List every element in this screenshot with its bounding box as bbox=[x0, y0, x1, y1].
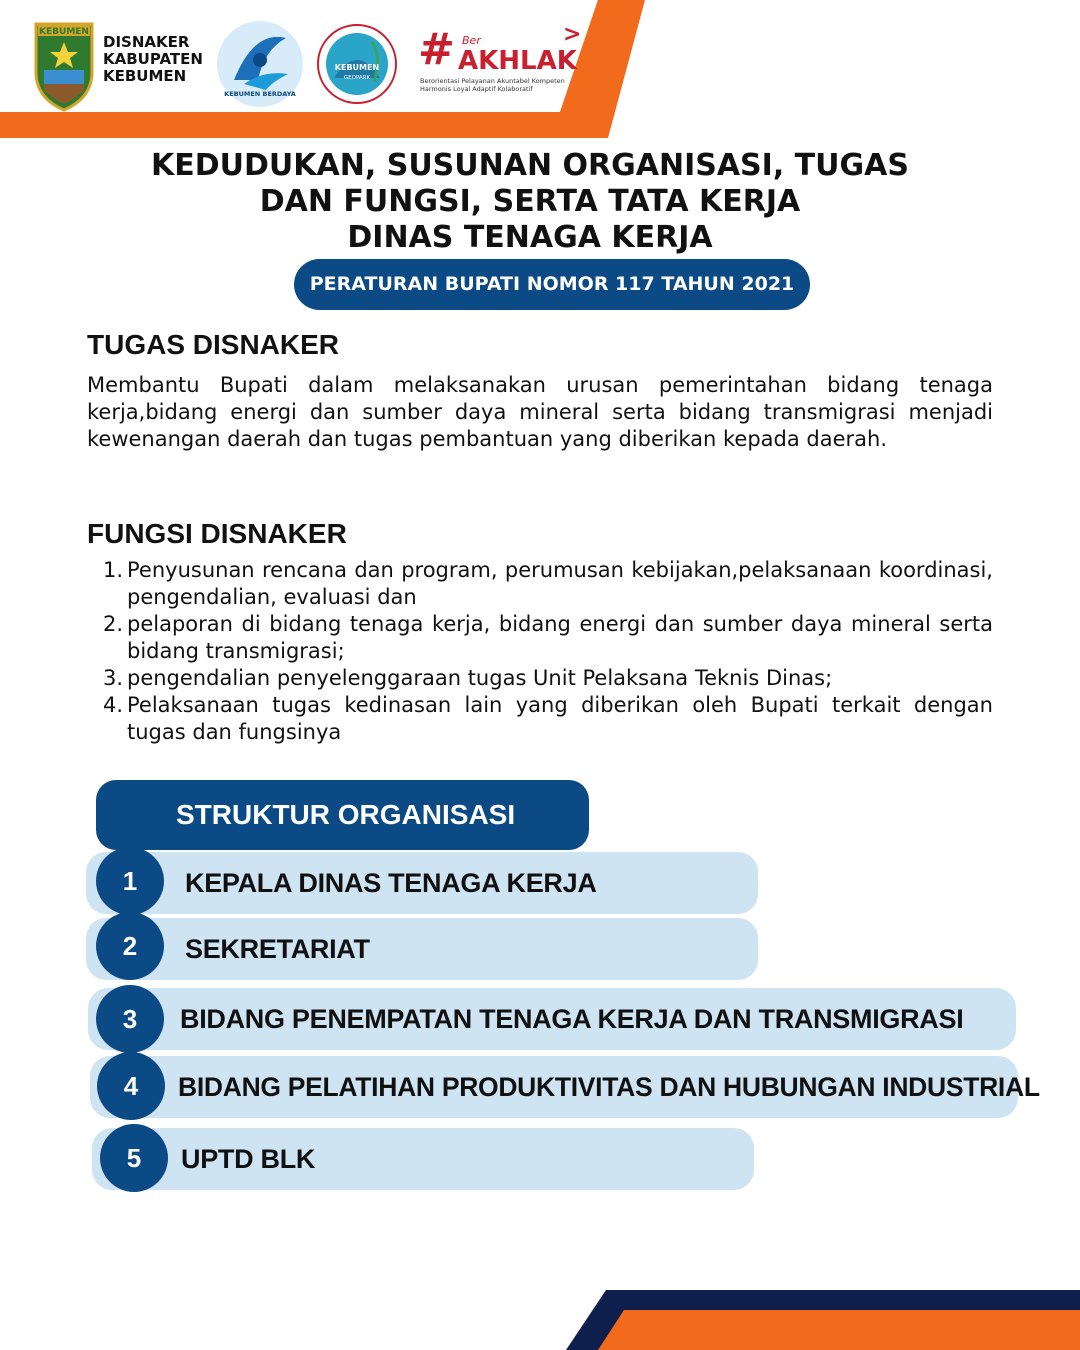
regulation-badge: PERATURAN BUPATI NOMOR 117 TAHUN 2021 bbox=[294, 259, 810, 310]
fungsi-item-num: 3. bbox=[103, 666, 124, 690]
fungsi-item-text: pengendalian penyelenggaraan tugas Unit Pelaksana Teknis Dinas; bbox=[127, 666, 833, 690]
geopark-sub: GEOPARK bbox=[343, 75, 371, 81]
akhlak-chevron: > bbox=[563, 22, 582, 47]
akhlak-hash: # bbox=[418, 24, 455, 75]
crest-text: KEBUMEN bbox=[39, 27, 89, 37]
struktur-row-2-label: SEKRETARIAT bbox=[185, 934, 370, 964]
struktur-row-2-number: 2 bbox=[96, 912, 164, 980]
akhlak-tagline-1: Berorientasi Pelayanan Akuntabel Kompeten bbox=[420, 77, 565, 85]
struktur-row-5-label: UPTD BLK bbox=[181, 1144, 316, 1174]
fungsi-item-text: Penyusunan rencana dan program, perumusan kebijakan,pelaksanaan koordinasi, pengendalian, evaluasi dan bbox=[127, 558, 993, 609]
fungsi-item-num: 4. bbox=[103, 693, 124, 717]
fungsi-item-text: Pelaksanaan tugas kedinasan lain yang diberikan oleh Bupati terkait dengan tugas dan fungsinya bbox=[127, 693, 993, 744]
akhlak-word: AKHLAK bbox=[458, 46, 577, 76]
org-name bbox=[103, 34, 203, 85]
fungsi-item bbox=[103, 557, 993, 611]
berakhlak-logo bbox=[418, 22, 588, 98]
struktur-heading-tab bbox=[96, 780, 589, 850]
tugas-text: Membantu Bupati dalam melaksanakan urusan pemerintahan bidang tenaga kerja,bidang energi dan sumber daya mineral serta bidang transmigrasi menjadi kewenangan daerah dan tugas pembantuan yang diberikan kepada daerah. bbox=[87, 373, 993, 451]
page-title bbox=[90, 148, 970, 256]
geopark-text: KEBUMEN bbox=[334, 63, 380, 72]
fungsi-item bbox=[103, 665, 993, 692]
tugas-heading: TUGAS DISNAKER bbox=[87, 329, 340, 360]
fungsi-item bbox=[103, 692, 993, 746]
struktur-row-4-number: 4 bbox=[97, 1052, 165, 1120]
fungsi-heading: FUNGSI DISNAKER bbox=[87, 518, 347, 549]
fungsi-list bbox=[103, 557, 993, 746]
kebumen-crest-logo bbox=[34, 20, 94, 112]
struktur-row-3-label: BIDANG PENEMPATAN TENAGA KERJA DAN TRANSMIGRASI bbox=[180, 1004, 964, 1034]
fungsi-item bbox=[103, 611, 993, 665]
title-line-2: DAN FUNGSI, SERTA TATA KERJA bbox=[259, 184, 801, 219]
org-name-line-1: DISNAKER bbox=[103, 33, 190, 51]
struktur-row-5-number: 5 bbox=[100, 1124, 168, 1192]
org-name-line-3: KEBUMEN bbox=[103, 67, 187, 85]
akhlak-tagline-2: Harmonis Loyal Adaptif Kolaboratif bbox=[420, 85, 533, 93]
akhlak-tagline bbox=[420, 77, 565, 93]
struktur-row-4-label: BIDANG PELATIHAN PRODUKTIVITAS DAN HUBUNGAN INDUSTRIAL bbox=[178, 1072, 1040, 1102]
org-name-line-2: KABUPATEN bbox=[103, 50, 203, 68]
struktur-row-1-label: KEPALA DINAS TENAGA KERJA bbox=[185, 868, 597, 898]
struktur-heading: STRUKTUR ORGANISASI bbox=[176, 799, 516, 830]
fungsi-item-num: 1. bbox=[103, 558, 124, 582]
berdaya-text: KEBUMEN BERDAYA bbox=[224, 90, 296, 98]
struktur-row-1-number: 1 bbox=[96, 847, 164, 915]
title-line-3: DINAS TENAGA KERJA bbox=[347, 220, 713, 255]
title-line-1: KEDUDUKAN, SUSUNAN ORGANISASI, TUGAS bbox=[151, 148, 909, 183]
geopark-logo bbox=[316, 22, 398, 106]
struktur-row-3-number: 3 bbox=[96, 985, 164, 1053]
fungsi-item-text: pelaporan di bidang tenaga kerja, bidang energi dan sumber daya mineral serta bidang transmigrasi; bbox=[127, 612, 993, 663]
akhlak-ber: Ber bbox=[462, 34, 481, 47]
fungsi-item-num: 2. bbox=[103, 612, 124, 636]
kebumen-berdaya-logo bbox=[214, 20, 306, 108]
